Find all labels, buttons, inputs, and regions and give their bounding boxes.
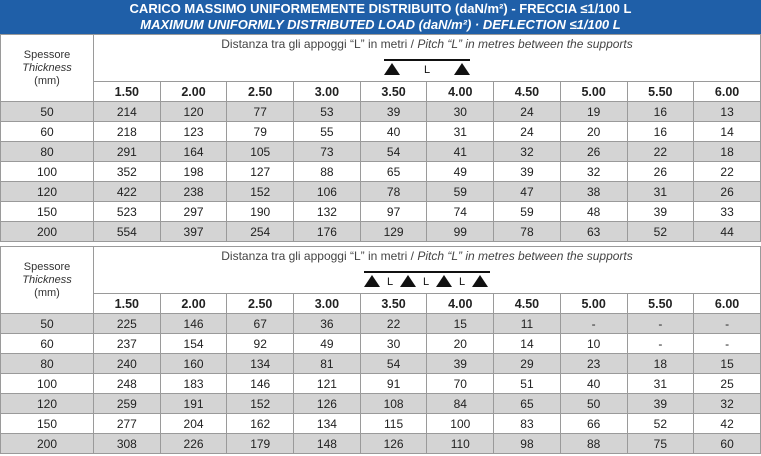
multi-span-diagram-icon: [362, 269, 492, 291]
load-value-cell: 191: [160, 394, 227, 414]
load-value-cell: 30: [427, 102, 494, 122]
pitch-value-cell: 6.00: [694, 82, 761, 102]
load-value-cell: 30: [360, 334, 427, 354]
span-label: L: [386, 276, 394, 288]
load-value-cell: 47: [494, 182, 561, 202]
load-value-cell: 259: [94, 394, 161, 414]
load-value-cell: 204: [160, 414, 227, 434]
load-value-cell: 352: [94, 162, 161, 182]
load-value-cell: 129: [360, 222, 427, 242]
load-value-cell: 106: [294, 182, 361, 202]
load-value-cell: 31: [627, 374, 694, 394]
load-value-cell: 214: [94, 102, 161, 122]
load-value-cell: 42: [694, 414, 761, 434]
load-value-cell: 183: [160, 374, 227, 394]
load-value-cell: 41: [427, 142, 494, 162]
pitch-value-cell: 3.50: [360, 294, 427, 314]
pitch-label-en: Pitch “L” in metres between the supports: [417, 249, 633, 263]
load-value-cell: 126: [360, 434, 427, 454]
load-value-cell: 121: [294, 374, 361, 394]
load-value-cell: 225: [94, 314, 161, 334]
table-row: [1, 394, 761, 414]
thickness-cell: 100: [1, 162, 94, 182]
load-value-cell: 65: [494, 394, 561, 414]
pitch-value-cell: 3.50: [360, 82, 427, 102]
load-value-cell: 39: [494, 162, 561, 182]
load-value-cell: 422: [94, 182, 161, 202]
load-value-cell: 397: [160, 222, 227, 242]
load-value-cell: 40: [360, 122, 427, 142]
load-value-cell: 99: [427, 222, 494, 242]
load-value-cell: 36: [294, 314, 361, 334]
load-value-cell: -: [694, 314, 761, 334]
load-value-cell: 78: [360, 182, 427, 202]
thickness-cell: 100: [1, 374, 94, 394]
pitch-value-cell: 4.00: [427, 82, 494, 102]
load-value-cell: 22: [360, 314, 427, 334]
table-row: [1, 414, 761, 434]
thickness-unit: (mm): [34, 74, 60, 87]
load-value-cell: 32: [560, 162, 627, 182]
thickness-label-en: Thickness: [22, 273, 72, 286]
load-value-cell: 134: [227, 354, 294, 374]
load-value-cell: 16: [627, 102, 694, 122]
span-label: L: [423, 64, 431, 76]
table-row: [1, 122, 761, 142]
pitch-value-cell: 1.50: [94, 294, 161, 314]
load-value-cell: 67: [227, 314, 294, 334]
pitch-label-it: Distanza tra gli appoggi “L” in metri /: [221, 37, 418, 51]
load-value-cell: 162: [227, 414, 294, 434]
load-value-cell: 148: [294, 434, 361, 454]
load-value-cell: 11: [494, 314, 561, 334]
load-value-cell: 74: [427, 202, 494, 222]
load-value-cell: 32: [494, 142, 561, 162]
pitch-value-cell: 1.50: [94, 82, 161, 102]
thickness-label-it: Spessore: [23, 48, 71, 61]
thickness-header: [1, 247, 94, 314]
load-value-cell: 23: [560, 354, 627, 374]
load-value-cell: 39: [627, 202, 694, 222]
load-value-cell: 24: [494, 122, 561, 142]
pitch-value-cell: 5.00: [560, 82, 627, 102]
load-value-cell: 16: [627, 122, 694, 142]
load-value-cell: 126: [294, 394, 361, 414]
load-value-cell: 218: [94, 122, 161, 142]
load-value-cell: 84: [427, 394, 494, 414]
load-value-cell: 297: [160, 202, 227, 222]
table-row: [1, 142, 761, 162]
load-value-cell: 92: [227, 334, 294, 354]
thickness-cell: 80: [1, 354, 94, 374]
load-value-cell: 14: [694, 122, 761, 142]
load-value-cell: 164: [160, 142, 227, 162]
pitch-value-cell: 4.50: [494, 82, 561, 102]
load-value-cell: 18: [694, 142, 761, 162]
load-value-cell: 120: [160, 102, 227, 122]
table-title-bar: [0, 0, 761, 34]
load-table-multi-span: [0, 246, 761, 454]
load-value-cell: 88: [294, 162, 361, 182]
load-value-cell: 190: [227, 202, 294, 222]
load-table-single-span: [0, 34, 761, 242]
load-value-cell: 237: [94, 334, 161, 354]
load-value-cell: 60: [694, 434, 761, 454]
load-value-cell: 31: [627, 182, 694, 202]
load-value-cell: 49: [294, 334, 361, 354]
load-value-cell: 40: [560, 374, 627, 394]
load-value-cell: 179: [227, 434, 294, 454]
load-value-cell: 127: [227, 162, 294, 182]
load-value-cell: 20: [560, 122, 627, 142]
load-value-cell: 15: [427, 314, 494, 334]
load-value-cell: 277: [94, 414, 161, 434]
load-value-cell: 63: [560, 222, 627, 242]
pitch-value-cell: 3.00: [294, 82, 361, 102]
load-value-cell: 18: [627, 354, 694, 374]
load-value-cell: 108: [360, 394, 427, 414]
pitch-value-cell: 2.50: [227, 82, 294, 102]
pitch-values-row: [1, 82, 761, 102]
load-value-cell: 44: [694, 222, 761, 242]
load-value-cell: 65: [360, 162, 427, 182]
title-italian: CARICO MASSIMO UNIFORMEMENTE DISTRIBUITO (daN/m²) - FRECCIA ≤1/100 L: [129, 1, 632, 16]
load-value-cell: 146: [160, 314, 227, 334]
load-value-cell: 97: [360, 202, 427, 222]
load-value-cell: 54: [360, 354, 427, 374]
table-row: [1, 434, 761, 454]
load-value-cell: 33: [694, 202, 761, 222]
load-value-cell: 81: [294, 354, 361, 374]
table-row: [1, 314, 761, 334]
load-value-cell: 25: [694, 374, 761, 394]
load-value-cell: 24: [494, 102, 561, 122]
load-value-cell: 176: [294, 222, 361, 242]
load-value-cell: 75: [627, 434, 694, 454]
load-value-cell: 146: [227, 374, 294, 394]
load-value-cell: 59: [427, 182, 494, 202]
pitch-header: [94, 247, 761, 294]
title-english: MAXIMUM UNIFORMLY DISTRIBUTED LOAD (daN/m²) · DEFLECTION ≤1/100 L: [140, 17, 621, 32]
load-value-cell: 154: [160, 334, 227, 354]
pitch-value-cell: 5.50: [627, 82, 694, 102]
load-value-cell: 132: [294, 202, 361, 222]
load-value-cell: 240: [94, 354, 161, 374]
load-value-cell: 248: [94, 374, 161, 394]
load-value-cell: 83: [494, 414, 561, 434]
pitch-value-cell: 4.50: [494, 294, 561, 314]
table-row: [1, 102, 761, 122]
table-row: [1, 162, 761, 182]
load-value-cell: 77: [227, 102, 294, 122]
thickness-header: [1, 35, 94, 102]
load-value-cell: 88: [560, 434, 627, 454]
thickness-label-it: Spessore: [23, 260, 71, 273]
load-value-cell: 48: [560, 202, 627, 222]
load-value-cell: 22: [694, 162, 761, 182]
thickness-unit: (mm): [34, 286, 60, 299]
load-value-cell: 26: [627, 162, 694, 182]
table-row: [1, 202, 761, 222]
load-value-cell: 73: [294, 142, 361, 162]
load-value-cell: 10: [560, 334, 627, 354]
thickness-cell: 60: [1, 122, 94, 142]
pitch-value-cell: 4.00: [427, 294, 494, 314]
load-value-cell: 20: [427, 334, 494, 354]
load-value-cell: 198: [160, 162, 227, 182]
load-value-cell: 14: [494, 334, 561, 354]
load-value-cell: 51: [494, 374, 561, 394]
load-value-cell: 15: [694, 354, 761, 374]
load-value-cell: 32: [694, 394, 761, 414]
thickness-cell: 150: [1, 414, 94, 434]
load-value-cell: 98: [494, 434, 561, 454]
load-value-cell: 134: [294, 414, 361, 434]
load-value-cell: 53: [294, 102, 361, 122]
load-value-cell: 160: [160, 354, 227, 374]
load-value-cell: 70: [427, 374, 494, 394]
load-value-cell: 31: [427, 122, 494, 142]
thickness-cell: 50: [1, 102, 94, 122]
thickness-cell: 120: [1, 394, 94, 414]
load-value-cell: 66: [560, 414, 627, 434]
load-value-cell: 26: [560, 142, 627, 162]
load-value-cell: 39: [627, 394, 694, 414]
load-value-cell: 291: [94, 142, 161, 162]
load-value-cell: 123: [160, 122, 227, 142]
load-value-cell: 105: [227, 142, 294, 162]
load-value-cell: 54: [360, 142, 427, 162]
pitch-value-cell: 3.00: [294, 294, 361, 314]
load-value-cell: -: [560, 314, 627, 334]
span-label: L: [458, 276, 466, 288]
load-value-cell: 226: [160, 434, 227, 454]
load-value-cell: -: [694, 334, 761, 354]
load-value-cell: 59: [494, 202, 561, 222]
pitch-value-cell: 2.50: [227, 294, 294, 314]
thickness-cell: 200: [1, 222, 94, 242]
thickness-cell: 50: [1, 314, 94, 334]
thickness-label-en: Thickness: [22, 61, 72, 74]
table-row: [1, 182, 761, 202]
load-value-cell: 52: [627, 414, 694, 434]
table-row: [1, 222, 761, 242]
load-value-cell: 39: [360, 102, 427, 122]
table-row: [1, 354, 761, 374]
load-value-cell: 55: [294, 122, 361, 142]
thickness-cell: 150: [1, 202, 94, 222]
load-value-cell: 308: [94, 434, 161, 454]
load-value-cell: 79: [227, 122, 294, 142]
pitch-value-cell: 2.00: [160, 82, 227, 102]
pitch-header: [94, 35, 761, 82]
load-value-cell: -: [627, 334, 694, 354]
load-value-cell: 49: [427, 162, 494, 182]
thickness-cell: 200: [1, 434, 94, 454]
thickness-cell: 60: [1, 334, 94, 354]
load-value-cell: 19: [560, 102, 627, 122]
load-value-cell: 50: [560, 394, 627, 414]
load-value-cell: 38: [560, 182, 627, 202]
pitch-label-it: Distanza tra gli appoggi “L” in metri /: [221, 249, 418, 263]
load-value-cell: -: [627, 314, 694, 334]
load-value-cell: 100: [427, 414, 494, 434]
table-row: [1, 374, 761, 394]
load-value-cell: 91: [360, 374, 427, 394]
pitch-value-cell: 6.00: [694, 294, 761, 314]
load-value-cell: 152: [227, 394, 294, 414]
load-value-cell: 52: [627, 222, 694, 242]
load-value-cell: 238: [160, 182, 227, 202]
load-value-cell: 22: [627, 142, 694, 162]
load-value-cell: 115: [360, 414, 427, 434]
load-value-cell: 29: [494, 354, 561, 374]
pitch-label-en: Pitch “L” in metres between the supports: [417, 37, 633, 51]
thickness-cell: 80: [1, 142, 94, 162]
single-span-diagram-icon: [382, 57, 472, 79]
pitch-values-row: [1, 294, 761, 314]
pitch-value-cell: 2.00: [160, 294, 227, 314]
pitch-value-cell: 5.50: [627, 294, 694, 314]
load-value-cell: 152: [227, 182, 294, 202]
thickness-cell: 120: [1, 182, 94, 202]
load-value-cell: 110: [427, 434, 494, 454]
span-label: L: [422, 276, 430, 288]
load-value-cell: 13: [694, 102, 761, 122]
pitch-value-cell: 5.00: [560, 294, 627, 314]
load-value-cell: 39: [427, 354, 494, 374]
load-value-cell: 254: [227, 222, 294, 242]
load-value-cell: 78: [494, 222, 561, 242]
load-value-cell: 523: [94, 202, 161, 222]
load-value-cell: 26: [694, 182, 761, 202]
table-row: [1, 334, 761, 354]
load-value-cell: 554: [94, 222, 161, 242]
